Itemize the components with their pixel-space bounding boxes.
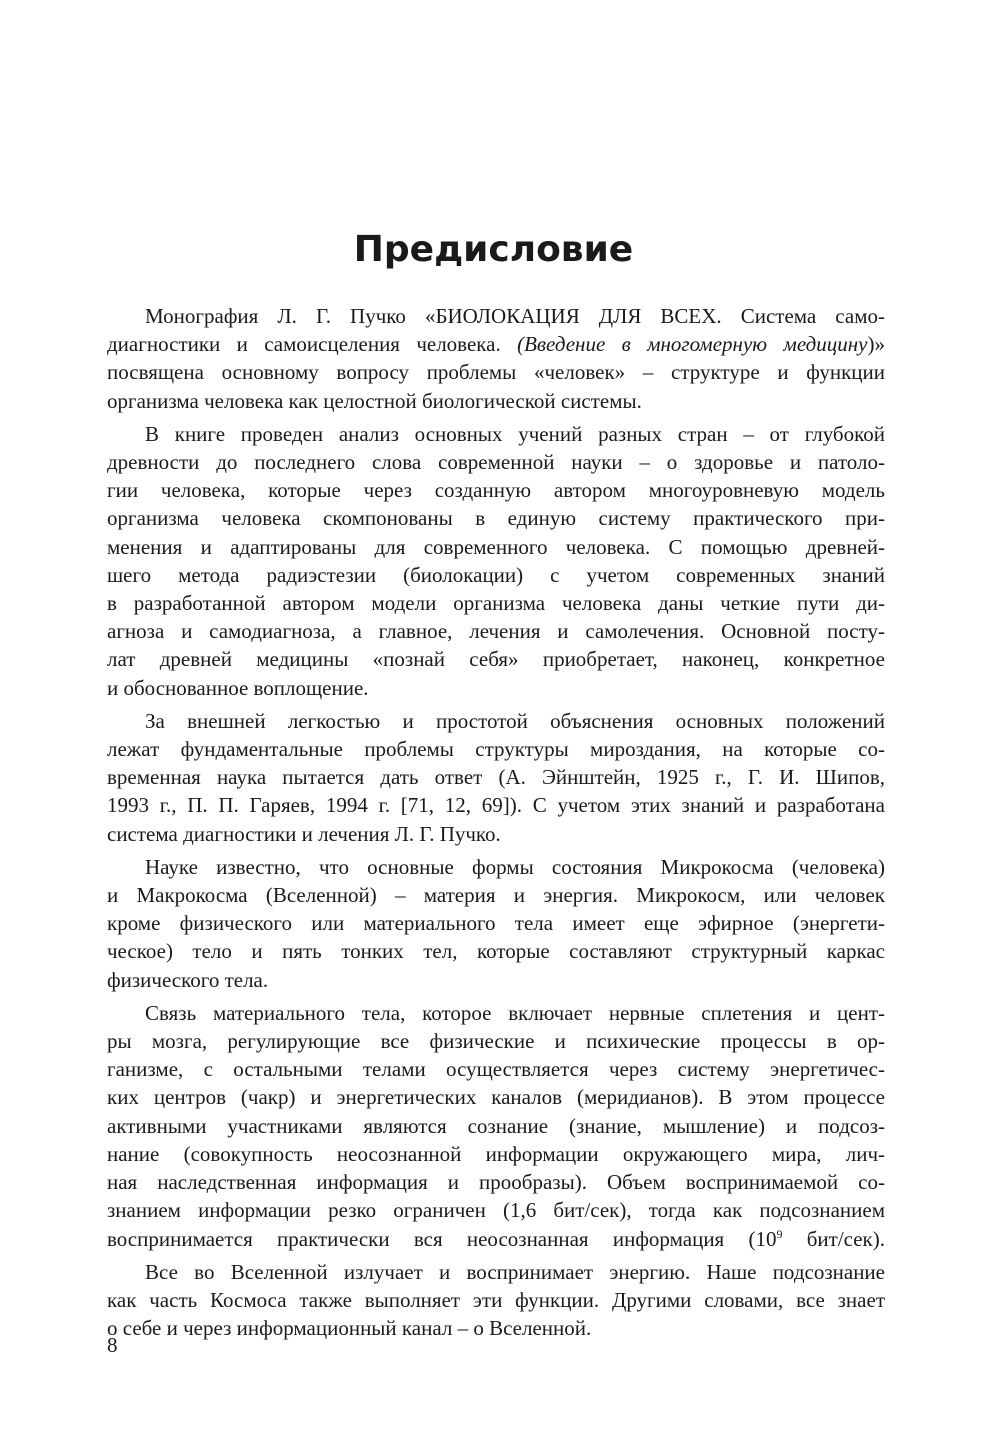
paragraph-4 [107,853,885,994]
text-segment: диагностики и самоисцеления человека. [107,332,518,357]
paragraph-2 [107,420,885,702]
text-line: Науке известно, что основные формы состояния Микрокосма (человека) [145,854,885,879]
text-line: ная наследственная информация и прообразы). Объем воспринимаемой со- [107,1170,885,1195]
paragraph-5 [107,999,885,1253]
text-line: как часть Космоса также выполняет эти функции. Другими словами, все знает [107,1287,885,1312]
text-line: древности до последнего слова современной науки – о здоровье и патоло- [107,450,885,475]
body-text [107,302,885,1347]
paragraph-1 [107,302,885,415]
page-title: Предисловие [353,229,634,270]
text-line: агноза и самодиагноза, а главное, лечения и самолечения. Основной посту- [107,619,885,644]
paragraph-6 [107,1258,885,1343]
text-line: Все во Вселенной излучает и воспринимает энергию. Наше подсознание [145,1259,885,1284]
superscript-exponent: 9 [776,1226,783,1241]
text-line: и обоснованное воплощение. [107,675,369,700]
text-line: о себе и через информационный канал – о Вселенной. [107,1316,592,1341]
text-line: кроме физического или материального тела имеет еще эфирное (энергети- [107,911,885,936]
text-line: лежат фундаментальные проблемы структуры мироздания, на которые со- [107,737,885,762]
text-line: активными участниками являются сознание (знание, мышление) и подсоз- [107,1113,885,1138]
text-line: ры мозга, регулирующие все физические и психические процессы в ор- [107,1029,885,1054]
italic-subtitle: (Введение в многомерную медицину [517,332,868,357]
text-segment: бит/сек). [782,1226,886,1251]
text-line [107,330,885,358]
text-segment: воспринимается практически вся неосознанная информация (10 [107,1226,777,1251]
text-line: и Макрокосма (Вселенной) – материя и энергия. Микрокосм, или человек [107,883,885,908]
text-line: менения и адаптированы для современного человека. С помощью древней- [107,534,885,559]
text-line: Связь материального тела, которое включает нервные сплетения и цент- [145,1000,885,1025]
text-line [107,1225,885,1253]
text-line: система диагностики и лечения Л. Г. Пучко. [107,821,501,846]
text-segment: )» [867,332,885,357]
text-line: физического тела. [107,967,269,992]
paragraph-3 [107,707,885,848]
text-line: посвящена основному вопросу проблемы «человек» – структуре и функции [107,360,885,385]
text-line: организма человека скомпонованы в единую систему практического при- [107,506,885,531]
text-line: в разработанной автором модели организма человека даны четкие пути ди- [107,591,885,616]
text-line: нание (совокупность неосознанной информации окружающего мира, лич- [107,1141,885,1166]
text-line: шего метода радиэстезии (биолокации) с учетом современных знаний [107,562,885,587]
text-line: ких центров (чакр) и энергетических каналов (меридианов). В этом процессе [107,1085,885,1110]
text-line: Монография Л. Г. Пучко «БИОЛОКАЦИЯ ДЛЯ ВСЕХ. Система само- [145,304,885,328]
text-line: 1993 г., П. П. Гаряев, 1994 г. [71, 12, 69]). С учетом этих знаний и разработана [107,793,885,818]
text-line: лат древней медицины «познай себя» приобретает, наконец, конкретное [107,647,885,672]
text-line: За внешней легкостью и простотой объяснения основных положений [145,708,885,733]
page-number: 8 [107,1333,118,1357]
text-line: знанием информации резко ограничен (1,6 бит/сек), тогда как подсознанием [107,1198,885,1223]
text-line: ганизме, с остальными телами осуществляется через систему энергетичес- [107,1057,885,1082]
text-line: гии человека, которые через созданную автором многоуровневую модель [107,478,885,503]
text-line: В книге проведен анализ основных учений разных стран – от глубокой [145,421,885,446]
text-line: временная наука пытается дать ответ (А. Эйнштейн, 1925 г., Г. И. Шипов, [107,765,885,790]
text-line: ческое) тело и пять тонких тел, которые составляют структурный каркас [107,939,885,964]
text-line: организма человека как целостной биологической системы. [107,388,642,413]
